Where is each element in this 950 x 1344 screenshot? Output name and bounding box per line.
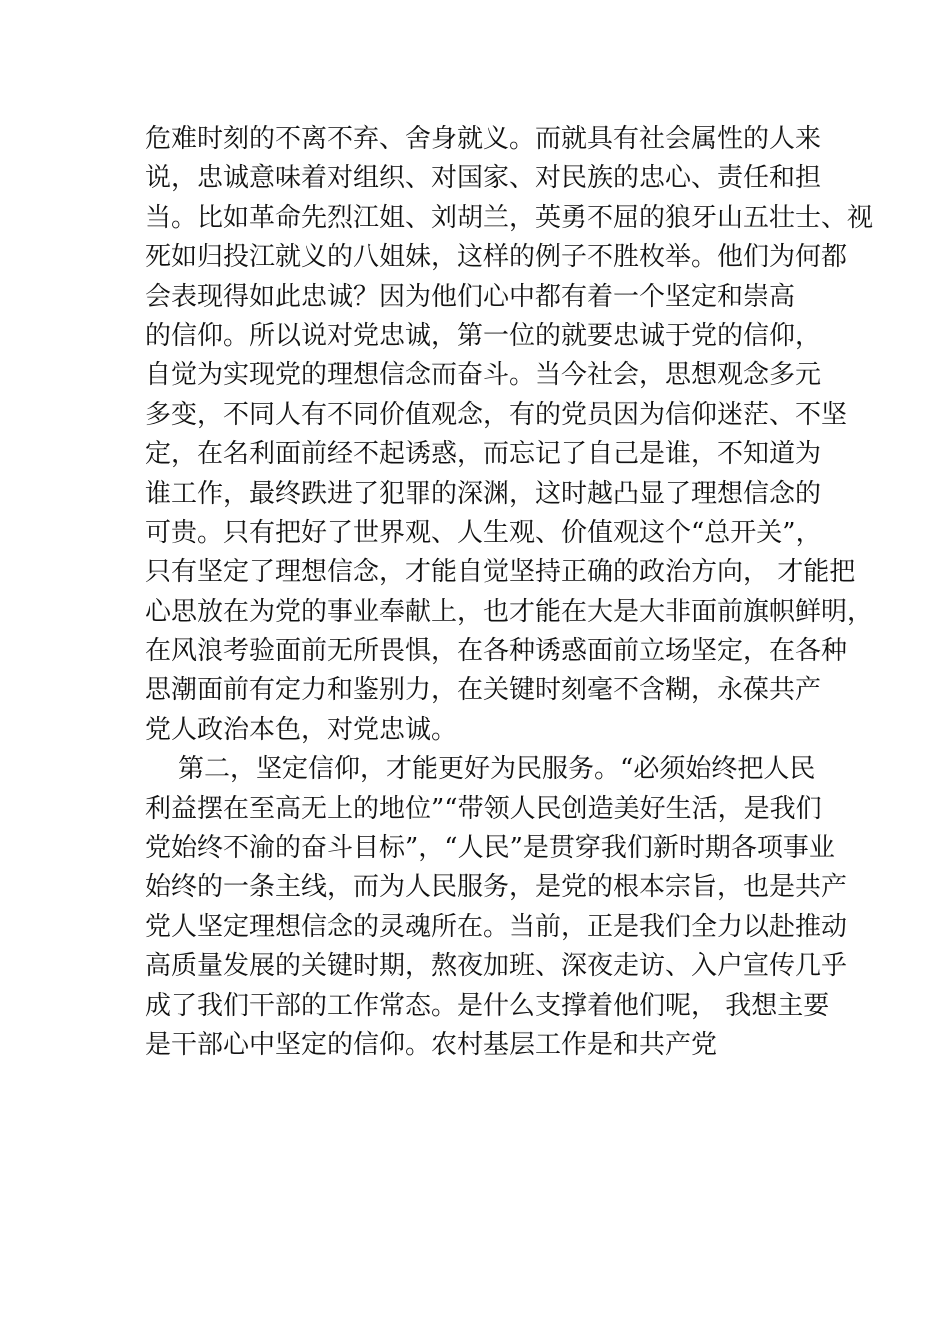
text-line: 当。比如革命先烈江姐、刘胡兰，英勇不屈的狼牙山五壮士、视 <box>145 202 874 233</box>
text-line: 多变，不同人有不同价值观念，有的党员因为信仰迷茫、不坚 <box>145 399 848 430</box>
paragraph-2 <box>145 750 848 1065</box>
text-line: 党人政治本色，对党忠诚。 <box>145 714 458 745</box>
text-line: 只有坚定了理想信念，才能自觉坚持正确的政治方向， 才能把 <box>145 557 856 588</box>
text-line: 高质量发展的关键时期，熬夜加班、深夜走访、入户宣传几乎 <box>145 951 848 982</box>
text-line: 的信仰。所以说对党忠诚，第一位的就要忠诚于党的信仰， <box>145 320 822 351</box>
text-line: 在风浪考验面前无所畏惧，在各种诱惑面前立场坚定，在各种 <box>145 636 848 667</box>
text-line: 心思放在为党的事业奉献上，也才能在大是大非面前旗帜鲜明， <box>145 596 874 627</box>
text-line: 会表现得如此忠诚？因为他们心中都有着一个坚定和崇高 <box>145 281 796 312</box>
text-line: 危难时刻的不离不弃、舍身就义。而就具有社会属性的人来 <box>145 124 822 154</box>
text-line: 始终的一条主线，而为人民服务，是党的根本宗旨，也是共产 <box>145 872 848 903</box>
text-line: 是干部心中坚定的信仰。农村基层工作是和共产党 <box>145 1029 718 1060</box>
paragraph-1 <box>145 120 874 750</box>
text-line: 谁工作，最终跌进了犯罪的深渊，这时越凸显了理想信念的 <box>145 478 822 509</box>
text-line: 死如归投江就义的八姐妹，这样的例子不胜枚举。他们为何都 <box>145 242 848 273</box>
text-line: 自觉为实现党的理想信念而奋斗。当今社会，思想观念多元 <box>145 360 822 391</box>
text-line: 党始终不渝的奋斗目标”，“人民”是贯穿我们新时期各项事业 <box>145 833 835 864</box>
text-line: 定，在名利面前经不起诱惑，而忘记了自己是谁，不知道为 <box>145 439 822 470</box>
text-line: 说，忠诚意味着对组织、对国家、对民族的忠心、责任和担 <box>145 163 822 194</box>
text-line: 成了我们干部的工作常态。是什么支撑着他们呢， 我想主要 <box>145 990 830 1021</box>
text-line: 思潮面前有定力和鉴别力，在关键时刻毫不含糊，永葆共产 <box>145 675 822 706</box>
text-line: 利益摆在至高无上的地位”“带领人民创造美好生活，是我们 <box>145 793 822 824</box>
text-line: 第二，坚定信仰，才能更好为民服务。“必须始终把人民 <box>145 754 816 785</box>
text-line: 可贵。只有把好了世界观、人生观、价值观这个“总开关”， <box>145 517 822 548</box>
document-body <box>145 120 874 1065</box>
text-line: 党人坚定理想信念的灵魂所在。当前，正是我们全力以赴推动 <box>145 911 848 942</box>
